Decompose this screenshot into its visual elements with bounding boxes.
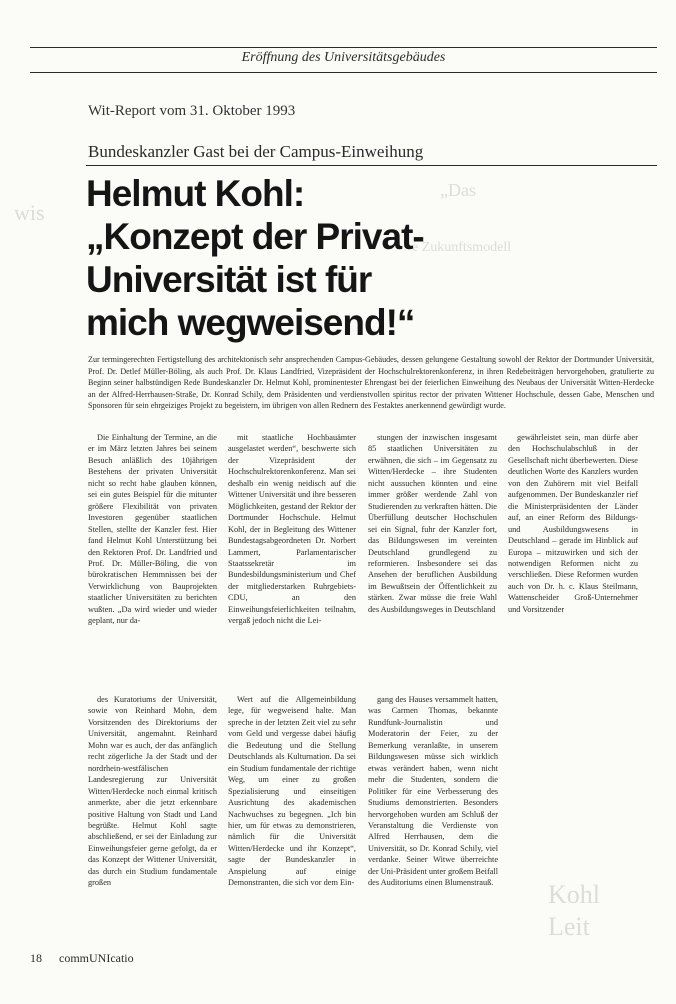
headline-line: „Konzept der Privat- xyxy=(86,216,424,257)
article-column xyxy=(368,694,498,909)
article-column xyxy=(228,432,356,642)
header-rule-bottom xyxy=(30,72,657,73)
column-text: gang des Hauses versammelt hatten, was Carmen Thomas, bekannte Rundfunk-Journalistin und Moderatorin der Feier, zu der Bemerkung veranlaßte, in unserem Bildungswesen müsse sich wirklich etwas verändert haben, wenn nicht mehr die Studenten, sondern die Politiker für eine Verbesserung des Studiums demonstrierten. Besonders hervorgehoben wurden am Schluß der Veranstaltung die Verdienste von Alfred Herrhausen, dem die Universität, so Dr. Konrad Schily, viel verdanke. Seiner Witwe überreichte der Uni-Präsident unter großem Beifall des Auditoriums einen Blumenstrauß. xyxy=(368,695,498,888)
lead-paragraph: Zur termingerechten Fertigstellung des architektonisch sehr ansprechenden Campus-Gebäudes, dessen gelungene Gestaltung sowohl der Rektor der Dortmunder Universität, Prof. Dr. Detlef Müller-Böling, als auch Prof. Dr. Klaus Landfried, Vizepräsident der Hochschulrektorenkonferenz, in ihren Redebeiträgen hervorgehoben, gratulierte zu Beginn seiner halbstündigen Rede Bundeskanzler Dr. Helmut Kohl, prominentester Ehrengast bei der feierlichen Einweihung des Neubaus der Universität Witten-Herdecke an der Alfred-Herrhausen-Straße, Dr. Konrad Schily, dem Präsidenten und verdienstvollen spiritus rector der privaten Wittener Hochschule, dessen Gabe, Menschen und Sponsoren für sein ehrgeiziges Projekt zu begeistern, im übrigen von allen Rednern des Festaktes anerkennend gewürdigt wurde. xyxy=(88,355,654,411)
article-column xyxy=(508,432,638,642)
header-rule-top xyxy=(30,47,657,48)
headline xyxy=(86,172,546,344)
column-text: gewährleistet sein, man dürfe aber den Hochschulabschluß in der Gesellschaft nicht überbewerten. Diese deutlichen Worte des Kanzlers wurden von den Zuhörern mit viel Beifall aufgenommen. Der Bundeskanzler rief die Ministerpräsidenten der Länder auf, an einer Reform des Bildungs- und Ausbildungswesens in Deutschland – gerade im Hinblick auf Europa – mitzuwirken und sich der notwendigen Reformen nicht zu verschließen. Diese Reformen wurden auch von Dr. h. c. Klaus Steilmann, Wattenscheider Groß-Unternehmer und Vorsitzender xyxy=(508,433,638,614)
article-column xyxy=(228,694,356,909)
magazine-name: commUNIcatio xyxy=(59,951,134,965)
show-through-text: „Das xyxy=(440,180,476,200)
running-head: Eröffnung des Universitätsgebäudes xyxy=(241,50,446,65)
article-column xyxy=(88,432,217,642)
show-through-text: Leit xyxy=(548,912,590,941)
page-footer xyxy=(30,951,148,966)
kicker: Bundeskanzler Gast bei der Campus-Einweihung xyxy=(88,142,424,161)
article-column xyxy=(368,432,497,642)
kicker-rule xyxy=(86,165,657,166)
show-through-text: wis xyxy=(14,200,45,225)
headline-line: Helmut Kohl: xyxy=(86,173,305,214)
headline-line: mich wegweisend!“ xyxy=(86,302,415,343)
column-text: mit staatliche Hochbauämter ausgelastet werden“, beschwerte sich der Vizepräsident der Hochschulrektorenkonferenz. Man sei deshalb ein wenig neidisch auf die Wittener Universität und ihre besseren Möglichkeiten, gestand der Rektor der Dortmunder Hochschule. Helmut Kohl, der in Begleitung des Wittener Bundestagsabgeordneten Dr. Norbert Lammert, Parlamentarischer Staatssekretär im Bundesbildungsministerium und Chef der mitgliederstarken Ruhrgebiets-CDU, an den Einweihungsfeierlichkeiten teilnahm, vergaß jedoch nicht die Lei- xyxy=(228,433,356,626)
page-number: 18 xyxy=(30,951,42,965)
column-text: stungen der inzwischen insgesamt 85 staatlichen Universitäten zu erwähnen, die sich – im Gegensatz zu Witten/Herdecke – ihre Studenten nicht aussuchen könnten und eine immer größer werdende Zahl von Studierenden zu verkraften hätten. Die Überfüllung deutscher Hochschulen sei ein Signal, fuhr der Kanzler fort, das Bildungswesen im vereinten Deutschland grundlegend zu reformieren. Insbesondere sei das Ansehen der beruflichen Ausbildung im Bewußtsein der Öffentlichkeit zu stärken. Zwar müsse die freie Wahl des Ausbildungsweges in Deutschland xyxy=(368,433,497,614)
headline-line: Universität ist für xyxy=(86,259,372,300)
column-text: des Kuratoriums der Universität, sowie von Reinhard Mohn, dem Vorsitzenden des Direktoriums der Universität, angemahnt. Reinhard Mohn war es auch, der das anfänglich recht zögerliche Ja der Stadt und der nordrhein-westfälischen Landesregierung zur Universität Witten/Herdecke noch einmal kritisch anmerkte, aber die jetzt erkennbare positive Haltung von Stadt und Land begrüßte. Helmut Kohl sagte abschließend, er sei der Einladung zur Einweihungsfeier gerne gefolgt, da er das Konzept der Wittener Universität, das durch ein Studium fundamentale großen xyxy=(88,695,217,888)
column-text: Wert auf die Allgemeinbildung lege, für wegweisend halte. Man spreche in der letzten Zeit viel zu sehr vom Geld und vergesse dabei häufig die Bedeutung und die Stellung Deutschlands als Kulturnation. Da sei ein Studium fundamentale der richtige Weg, um einer zu großen Spezialisierung und einseitigen Ausrichtung des akademischen Nachwuchses zu begegnen. „Ich bin hier, um für etwas zu demonstrieren, nämlich für die Universität Witten/Herdecke und ihr Konzept“, sagte der Bundeskanzler in Anspielung auf einige Demonstranten, die sich vor dem Ein- xyxy=(228,695,356,888)
report-date: Wit-Report vom 31. Oktober 1993 xyxy=(88,103,296,119)
column-text: Die Einhaltung der Termine, an die er im März letzten Jahres bei seinem Besuch anläßlich des 10jährigen Bestehens der privaten Universität nicht so recht habe glauben können, sei ein gutes Beispiel für die mitunter größere Flexibilität von privaten Investoren gegenüber staatlichen Stellen, stellte der Kanzler fest. Hier fand Helmut Kohl Unterstützung bei den Rektoren Prof. Dr. Landfried und Prof. Dr. Müller-Böling, die von bürokratischen Hemmnissen bei der Verwirklichung von Bauprojekten staatlicher Universitäten zu berichten wußten. „Da wird wieder und wieder geplant, nur da- xyxy=(88,433,217,626)
show-through-text: e Zukunftsmodell xyxy=(412,240,512,255)
article-column xyxy=(88,694,217,909)
show-through-text: Kohl xyxy=(548,880,600,909)
